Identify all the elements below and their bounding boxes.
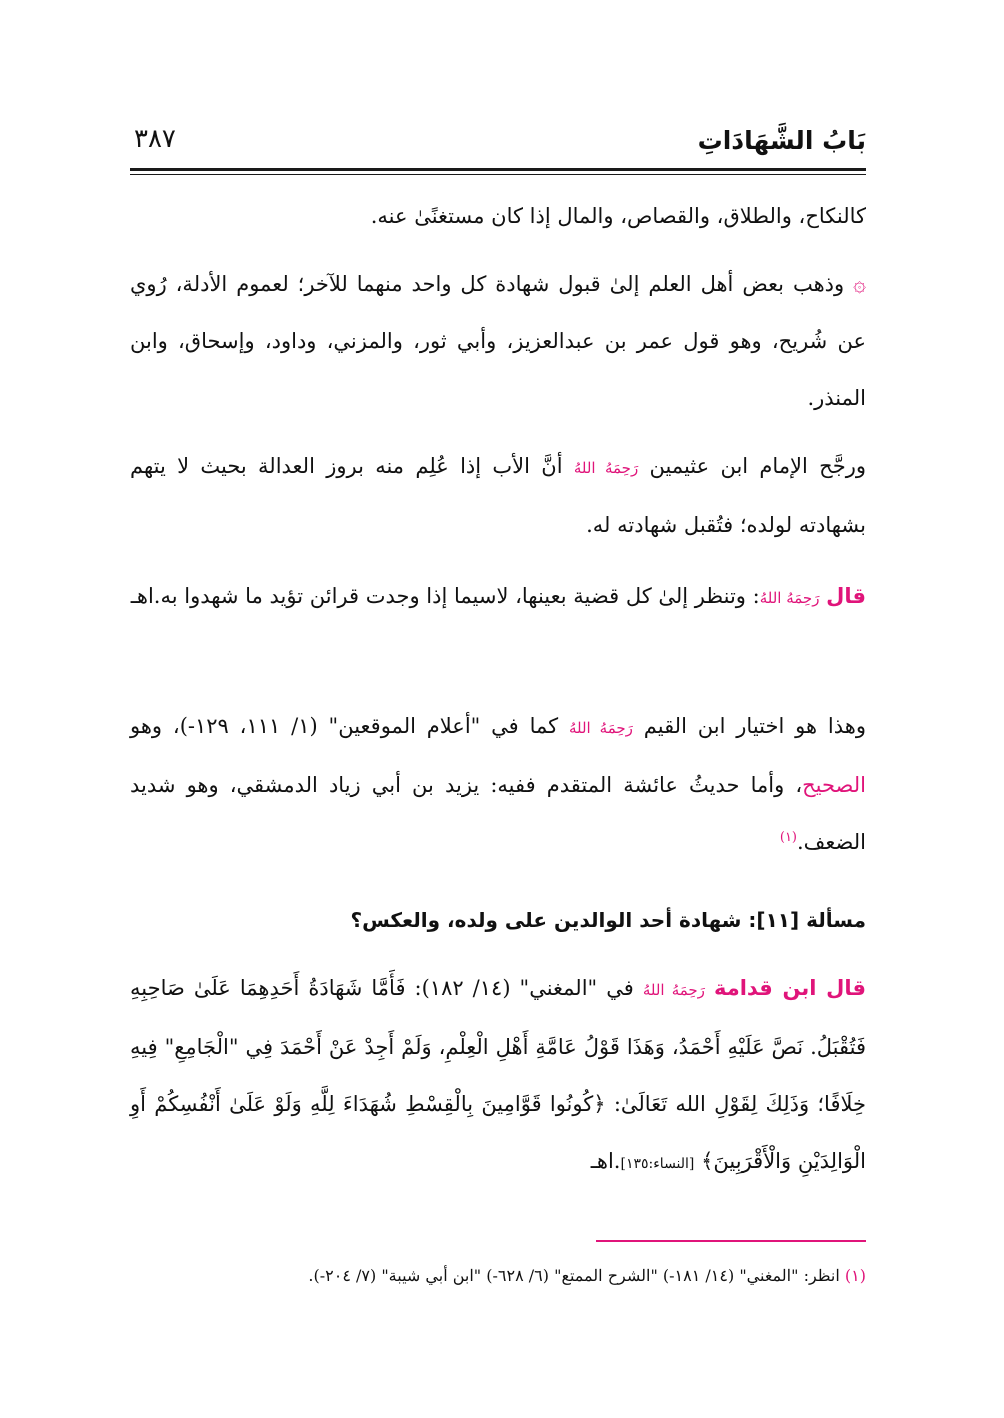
issue-heading: مسألة [١١]: شهادة أحد الوالدين على ولده، والعكس؟ [350, 908, 866, 932]
chapter-title: بَابُ الشَّهَادَاتِ [697, 126, 866, 155]
paragraph-text: أنَّ الأب إذا عُلِم منه بروز العدالة بحيث لا يتهم بشهادته لولده؛ فتُقبل شهادته له. [130, 454, 866, 537]
paragraph-text: ورجَّح الإمام ابن عثيمين [649, 454, 866, 478]
quote-label: قال ابن قدامة [713, 976, 866, 1000]
verse-reference: [النساء:١٣٥] [620, 1156, 695, 1172]
honorific: رَحِمَهُ اللهُ [759, 589, 820, 607]
sahih-highlight: الصحيح [802, 773, 866, 797]
paragraph-5 [130, 698, 866, 871]
header-rule-thick [130, 168, 866, 171]
paragraph-text: وهذا هو اختيار ابن القيم [643, 714, 866, 738]
page-number: ٣٨٧ [134, 124, 176, 154]
paragraph-4 [130, 568, 866, 627]
paragraph-2 [130, 256, 866, 427]
footnote [130, 1266, 866, 1285]
quote-paragraph [130, 960, 866, 1193]
page-header [130, 118, 866, 160]
footnote-text: انظر: "المغني" (١٤/ ١٨١-) "الشرح الممتع" (٦/ ٦٢٨-) "ابن أبي شيبة" (٧/ ٢٠٤-). [308, 1266, 840, 1285]
paragraph-text: وذهب بعض أهل العلم إلىٰ قبول شهادة كل واحد منهما للآخر؛ لعموم الأدلة، رُوي عن شُريح، وهو قول عمر بن عبدالعزيز، وأبي ثور، والمزني، وداود، وإسحاق، وابن المنذر. [130, 272, 866, 410]
honorific: رَحِمَهُ اللهُ [642, 981, 705, 999]
paragraph-text: كما في "أعلام الموقعين" (١/ ١١١، ١٢٩-)، وهو [130, 714, 559, 738]
paragraph-text: ، وأما حديثُ عائشة المتقدم ففيه: يزيد بن أبي زياد الدمشقي، وهو شديد الضعف. [130, 773, 866, 854]
footnote-rule [596, 1240, 866, 1242]
paragraph-text: كالنكاح، والطلاق، والقصاص، والمال إذا كان مستغنًىٰ عنه. [370, 204, 866, 228]
quote-end: .اهـ [590, 1149, 621, 1173]
said-label: قال [826, 584, 866, 608]
paragraph-text: : وتنظر إلىٰ كل قضية بعينها، لاسيما إذا وجدت قرائن تؤيد ما شهدوا به.اهـ [130, 584, 760, 608]
quote-text: في "المغني" (١٤/ ١٨٢): فَأَمَّا شَهَادَةُ أَحَدِهِمَا عَلَىٰ صَاحِبِهِ فَتُقْبَلُ. نَصَّ عَلَيْهِ أَحْمَدُ، وَهَذَا قَوْلُ عَامَّةِ أَهْلِ الْعِلْمِ، وَلَمْ أَجِدْ عَنْ أَحْمَدَ فِي "الْجَامِعِ" فِيهِ خِلَافًا؛ وَذَلِكَ لِقَوْلِ الله تَعَالَىٰ: ﴿كُونُوا قَوَّامِينَ بِالْقِسْطِ شُهَدَاءَ لِلَّهِ وَلَوْ عَلَىٰ أَنْفُسِكُمْ أَوِ الْوَالِدَيْنِ وَالْأَقْرَبِينَ﴾ [130, 976, 866, 1173]
paragraph-3 [130, 438, 866, 554]
ornament-icon: ۞ [853, 272, 866, 297]
footnote-marker[interactable]: (١) [779, 830, 797, 845]
header-rule-thin [130, 174, 866, 175]
honorific: رَحِمَهُ اللهُ [573, 459, 639, 477]
footnote-number: (١) [844, 1266, 866, 1285]
paragraph-1 [130, 188, 866, 245]
honorific: رَحِمَهُ اللهُ [568, 719, 633, 737]
